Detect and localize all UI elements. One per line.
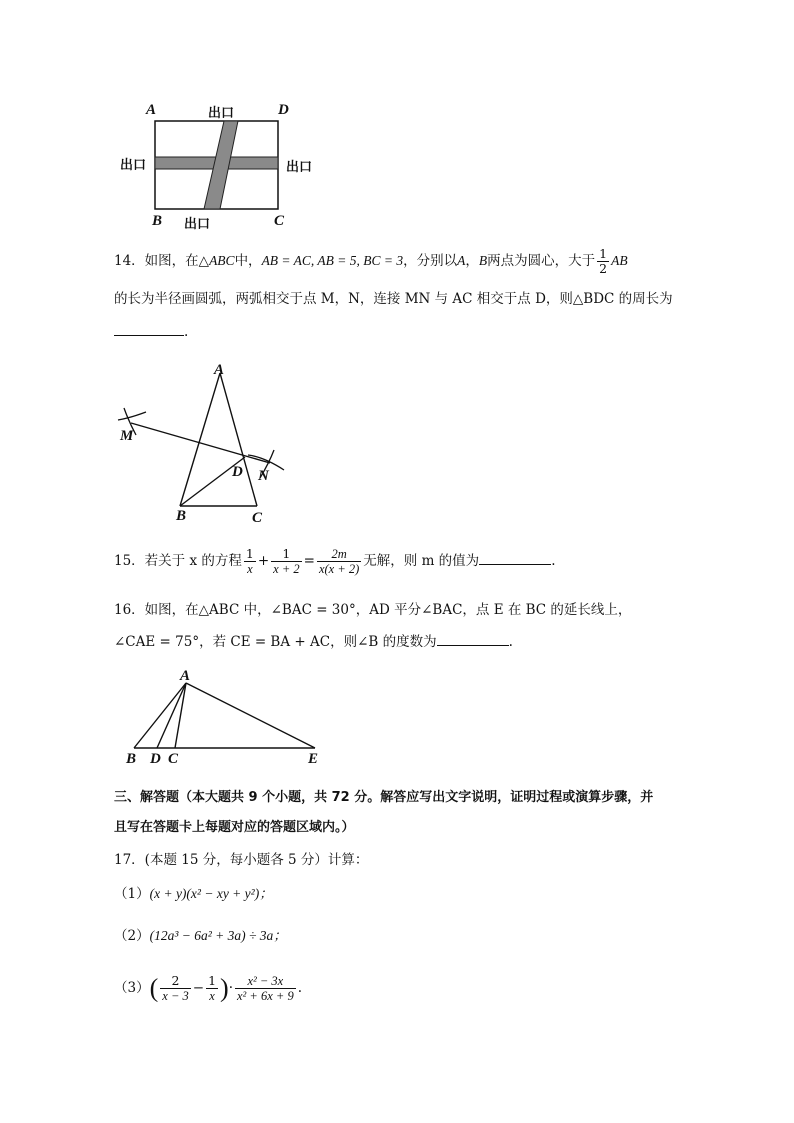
q17-part1 — [114, 884, 273, 904]
q14-fraction — [597, 247, 609, 276]
q15-frac2 — [271, 547, 301, 576]
frac-num: 2 — [160, 974, 190, 989]
exit-right: 出口 — [286, 160, 313, 175]
frac-den: x — [209, 989, 215, 1003]
label-m: M — [120, 428, 134, 444]
q14-prefix: 14．如图，在△ — [114, 253, 210, 269]
frac-num: 1 — [271, 547, 301, 562]
q14-line1: 14．如图，在△ABC中，AB = AC, AB = 5, BC = 3，分别以A，B两点为圆心，大于 $\frac{1}{2}$ AB — [114, 246, 628, 276]
frac-den: x — [247, 562, 253, 576]
label-b: B — [152, 213, 163, 229]
exit-top: 出口 — [208, 106, 235, 121]
q15-prefix: 15．若关于 x 的方程 — [114, 553, 242, 569]
label-c: C — [168, 751, 179, 767]
figure-14 — [114, 360, 304, 530]
q16-text: ∠CAE = 75°，若 CE = BA + AC，则∠B 的度数为 — [114, 634, 437, 650]
frac-den: x² + 6x + 9 — [236, 989, 294, 1003]
q17-p3-dot: · — [228, 980, 233, 996]
section3-line2: 且写在答题卡上每题对应的答题区域内。） — [114, 820, 355, 835]
exit-left: 出口 — [120, 158, 147, 173]
q14-line2: 的长为半径画圆弧，两弧相交于点 M，N，连接 MN 与 AC 相交于点 D，则△BDC 的周长为 — [114, 291, 673, 307]
q15-end: . — [551, 553, 556, 569]
frac-num: 1 — [208, 973, 217, 988]
q17-p3-minus: − — [192, 980, 205, 996]
q15-frac3 — [317, 547, 361, 576]
q15-plus: + — [257, 553, 270, 569]
frac-num: 1 — [245, 546, 254, 561]
label-b: B — [126, 751, 137, 767]
q15-answer-blank[interactable] — [479, 550, 551, 565]
label-a: A — [180, 668, 191, 684]
right-paren: ) — [220, 973, 229, 1003]
q17-p3-frac1 — [160, 974, 190, 1003]
frac-den: 2 — [599, 261, 608, 276]
label-d: D — [278, 102, 289, 118]
frac-den: x + 2 — [273, 562, 300, 576]
label-e: E — [308, 751, 319, 767]
q14-mid: 中， — [234, 253, 262, 269]
label-n: N — [258, 468, 269, 484]
q14-line3 — [114, 321, 188, 342]
label-d: D — [150, 751, 161, 767]
segment-ad — [157, 683, 186, 748]
q17-p2-label: （2） — [114, 928, 150, 944]
label-a: A — [146, 102, 157, 118]
q17-p1-label: （1） — [114, 886, 150, 902]
side-ac — [220, 373, 257, 506]
q17-part3 — [114, 964, 302, 1013]
label-d: D — [232, 464, 243, 480]
q16-line2 — [114, 631, 513, 652]
figure-14-drawing — [114, 360, 304, 530]
frac-den: x(x + 2) — [318, 562, 360, 576]
arc-m1 — [118, 412, 146, 420]
q17-p1-expr: (x + y)(x² − xy + y²)； — [149, 886, 273, 901]
q15-equals: = — [303, 553, 315, 569]
frac-num: 1 — [599, 246, 608, 261]
q17-p2-expr: (12a³ − 6a² + 3a) ÷ 3a； — [149, 928, 287, 943]
q17-part2 — [114, 926, 287, 946]
q14-tail: 两点为圆心，大于 — [487, 253, 596, 269]
q17-title: 17．(本题 15 分，每小题各 5 分）计算： — [114, 852, 369, 868]
q14-end: . — [184, 324, 189, 340]
q14-point-b: B — [478, 253, 488, 268]
left-paren: ( — [149, 973, 159, 1003]
q14-triangle: ABC — [209, 253, 235, 268]
exit-bottom: 出口 — [184, 217, 211, 232]
frac-den: x − 3 — [162, 989, 189, 1003]
q15-suffix: 无解，则 m 的值为 — [363, 553, 480, 569]
q15-line — [114, 541, 555, 581]
frac-num: x² − 3x — [235, 974, 296, 989]
q16-line1: 16．如图，在△ABC 中，∠BAC = 30°，AD 平分∠BAC，点 E 在 BC 的延长线上， — [114, 602, 632, 618]
segment-ab — [134, 683, 186, 748]
q14-suffix: ，分别以 — [403, 253, 458, 269]
q15-frac1 — [244, 547, 256, 576]
label-a: A — [214, 362, 225, 378]
segment-ac — [175, 683, 186, 748]
q14-point-a: A — [457, 253, 466, 268]
q17-p3-frac3 — [235, 974, 296, 1003]
label-b: B — [176, 508, 187, 524]
label-c: C — [274, 213, 285, 229]
q14-condition: AB = AC, AB = 5, BC = 3 — [261, 253, 404, 268]
q16-end: . — [508, 634, 513, 650]
q17-p3-label: （3） — [114, 980, 150, 996]
line-mn — [131, 423, 270, 463]
frac-num: 2m — [317, 547, 361, 562]
q16-answer-blank[interactable] — [437, 631, 509, 646]
segment-ae — [186, 683, 315, 748]
figure-13 — [114, 98, 334, 233]
q17-p3-end: . — [297, 980, 302, 996]
label-c: C — [252, 510, 263, 526]
figure-16 — [114, 668, 334, 772]
q14-ab: AB — [611, 253, 628, 268]
q14-answer-blank[interactable] — [114, 321, 184, 336]
section3-line1: 三、解答题（本大题共 9 个小题，共 72 分。解答应写出文字说明，证明过程或演算步骤，并 — [114, 790, 654, 805]
q17-p3-frac2 — [206, 974, 218, 1003]
figure-16-drawing — [114, 668, 334, 772]
